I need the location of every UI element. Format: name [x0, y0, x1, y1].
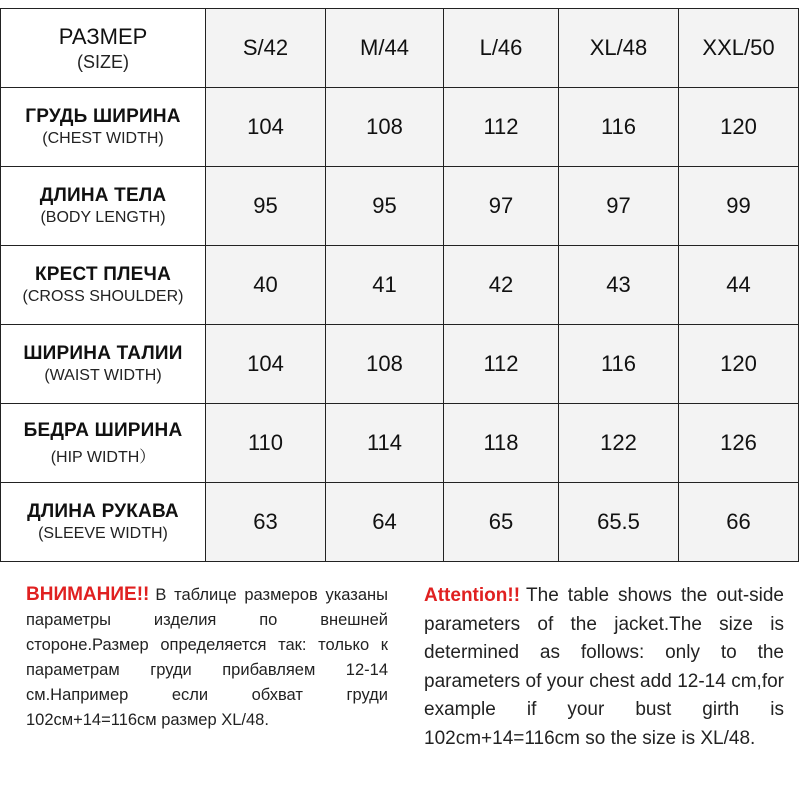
table-cell: 120	[679, 88, 799, 167]
table-cell: 112	[444, 88, 559, 167]
table-cell: 114	[326, 404, 444, 483]
row-label-en: (WAIST WIDTH)	[44, 367, 162, 384]
row-label-en: (CHEST WIDTH)	[42, 130, 164, 147]
table-cell: 110	[206, 404, 326, 483]
table-row	[1, 325, 799, 404]
table-row	[1, 404, 799, 483]
size-label-en: (SIZE)	[77, 51, 129, 72]
row-label-en: (SLEEVE WIDTH)	[38, 525, 168, 542]
table-cell: 66	[679, 483, 799, 562]
row-label-cell	[1, 167, 206, 246]
table-cell: 63	[206, 483, 326, 562]
row-label-cell	[1, 246, 206, 325]
warning-label-ru: ВНИМАНИЕ!!	[26, 584, 150, 605]
size-label-ru: РАЗМЕР	[58, 23, 148, 49]
size-column-header: L/46	[444, 9, 559, 88]
row-label-cell	[1, 88, 206, 167]
table-row	[1, 483, 799, 562]
row-label-ru: ГРУДЬ ШИРИНА	[25, 106, 181, 127]
table-cell: 118	[444, 404, 559, 483]
size-column-header: M/44	[326, 9, 444, 88]
table-cell: 116	[559, 88, 679, 167]
row-label-ru: БЕДРА ШИРИНА	[23, 419, 183, 441]
warning-label-en: Attention!!	[424, 585, 521, 606]
row-label-en: (HIP WIDTH）	[50, 448, 156, 466]
table-cell: 108	[326, 88, 444, 167]
table-cell: 104	[206, 88, 326, 167]
notes-section	[0, 582, 800, 792]
table-header-row	[1, 9, 799, 88]
table-cell: 108	[326, 325, 444, 404]
row-label-cell	[1, 483, 206, 562]
note-english	[424, 582, 784, 753]
table-cell: 64	[326, 483, 444, 562]
table-cell: 116	[559, 325, 679, 404]
note-text-en: The table shows the out-side parameters of the jacket.The size is determined as follows: only to the parameters of your chest add 12-14 cm,for example if your bust girth is 102cm+14=116cm so the size is XL/48.	[424, 585, 784, 749]
row-label-en: (BODY LENGTH)	[40, 209, 166, 226]
table-cell: 44	[679, 246, 799, 325]
row-label-cell	[1, 404, 206, 483]
row-label-ru: ДЛИНА РУКАВА	[27, 501, 179, 522]
table-cell: 120	[679, 325, 799, 404]
size-header-cell	[1, 9, 206, 88]
size-column-header: XXL/50	[679, 9, 799, 88]
table-cell: 42	[444, 246, 559, 325]
note-russian	[26, 582, 388, 733]
table-cell: 126	[679, 404, 799, 483]
size-column-header: S/42	[206, 9, 326, 88]
row-label-en: (CROSS SHOULDER)	[22, 288, 184, 305]
table-cell: 122	[559, 404, 679, 483]
size-column-header: XL/48	[559, 9, 679, 88]
table-cell: 65	[444, 483, 559, 562]
table-cell: 97	[444, 167, 559, 246]
table-row	[1, 167, 799, 246]
table-cell: 95	[206, 167, 326, 246]
table-cell: 40	[206, 246, 326, 325]
row-label-ru: ШИРИНА ТАЛИИ	[23, 343, 183, 364]
row-label-ru: ДЛИНА ТЕЛА	[39, 185, 167, 206]
table-cell: 43	[559, 246, 679, 325]
table-cell: 112	[444, 325, 559, 404]
table-row	[1, 246, 799, 325]
table-cell: 95	[326, 167, 444, 246]
row-label-cell	[1, 325, 206, 404]
table-cell: 41	[326, 246, 444, 325]
table-cell: 97	[559, 167, 679, 246]
row-label-ru: КРЕСТ ПЛЕЧА	[34, 264, 171, 285]
note-text-ru: В таблице размеров указаны параметры изделия по внешней стороне.Размер определяется так: только к параметрам груди прибавляем 12-14 см.Например если обхват груди 102см+14=116см размер XL/48.	[26, 586, 388, 729]
table-cell: 104	[206, 325, 326, 404]
size-table	[0, 8, 799, 562]
table-row	[1, 88, 799, 167]
table-cell: 65.5	[559, 483, 679, 562]
table-cell: 99	[679, 167, 799, 246]
